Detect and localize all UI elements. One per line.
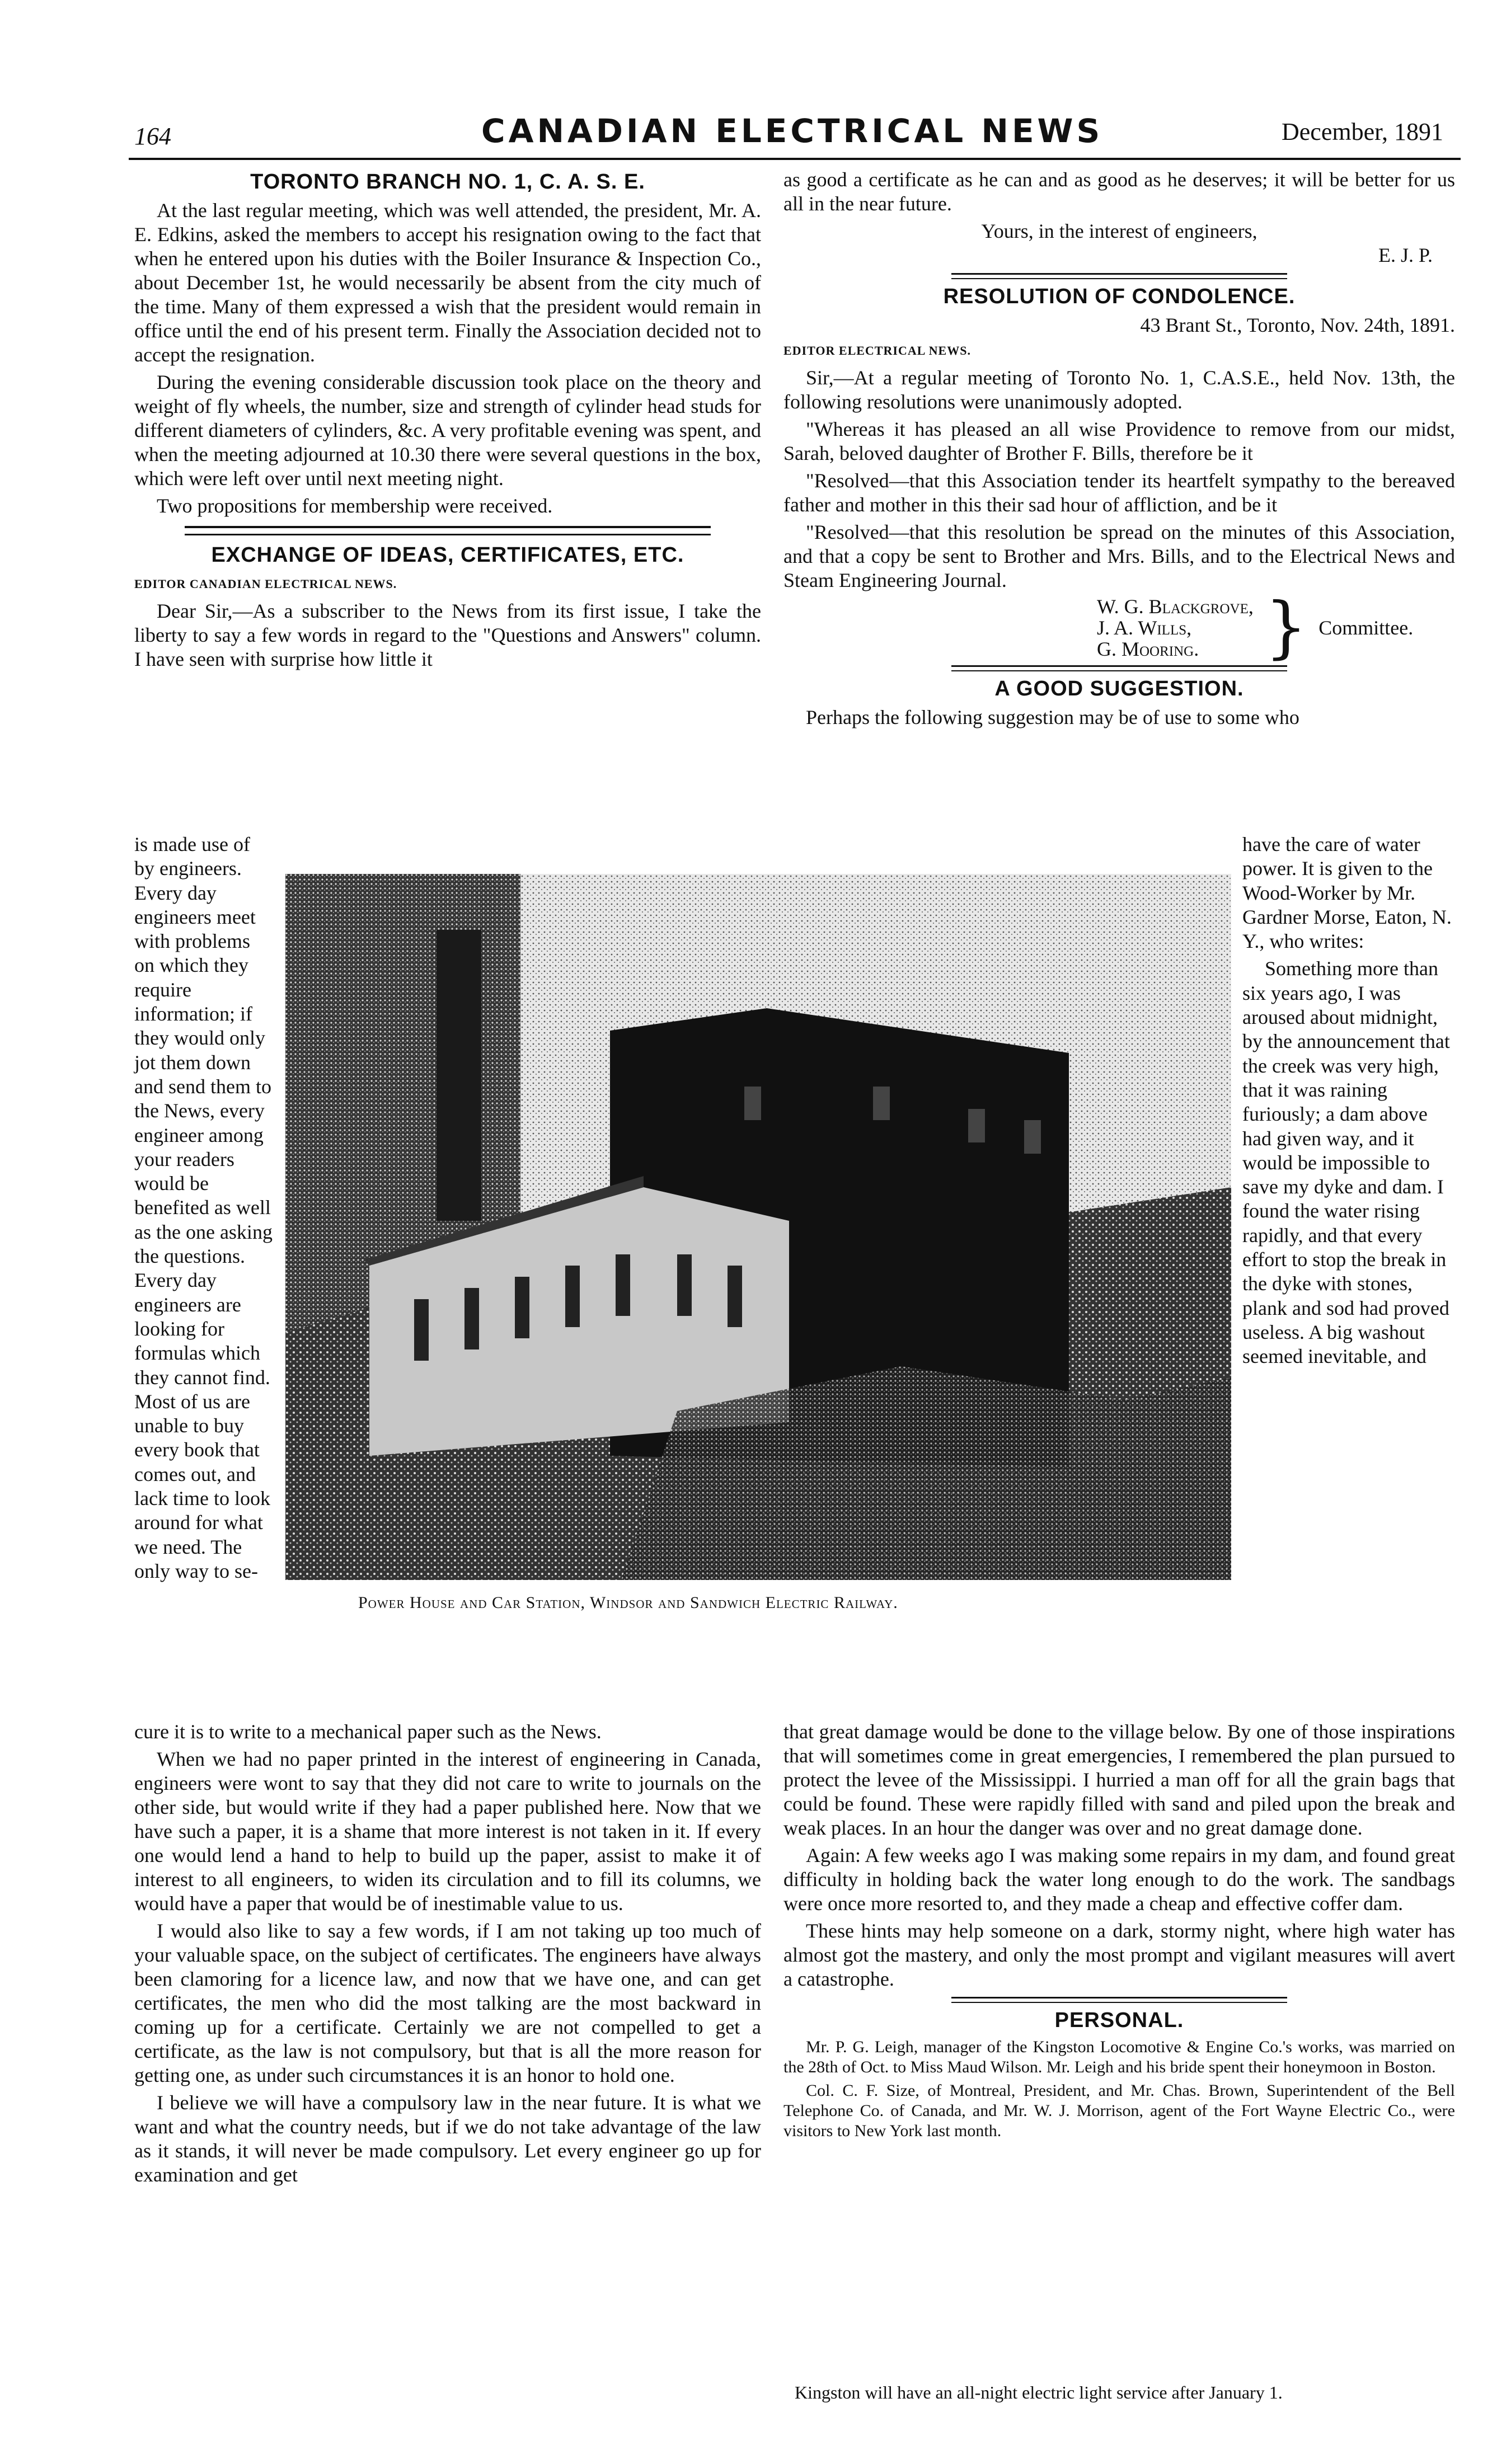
suggestion-paragraph-1-top: Perhaps the following suggestion may be of use to some who	[806, 706, 1299, 728]
right-column-top	[783, 168, 1455, 733]
exchange-editor-line: EDITOR CANADIAN ELECTRICAL NEWS.	[134, 577, 397, 591]
committee-member-2: J. A. Wills,	[1097, 617, 1192, 639]
committee-member-1: W. G. Blackgrove,	[1097, 595, 1254, 618]
suggestion-paragraph-4: These hints may help someone on a dark, stormy night, where high water has almost got the mastery, and only the most prompt and vigilant measures will avert a catastrophe.	[783, 1920, 1455, 1990]
condolence-paragraph-1: Sir,—At a regular meeting of Toronto No. 1, C.A.S.E., held Nov. 13th, the following resolutions were unanimously adopted.	[783, 366, 1455, 413]
power-house-photo	[285, 874, 1231, 1580]
exchange-paragraph-3: I would also like to say a few words, if I am not taking up too much of your valuable space, on the subject of certificates. The engineers have always been clamoring for a licence law, and now that we have one, and can get certificates, the men who did the most talking are the most backward in coming up for a certificate. Certainly we are not compelled to get a certificate, as the law is not compulsory, but that is all the more reason for getting one, as under such circumstances it is an honor to hold one.	[134, 1920, 761, 2086]
left-column-top	[134, 168, 761, 675]
personal-paragraph-2: Col. C. F. Size, of Montreal, President, and Mr. Chas. Brown, Superintendent of the Bell Telephone Co. of Canada, and Mr. W. J. Morrison, agent of the Fort Wayne Electric Co., were visitors to New York last month.	[783, 2081, 1455, 2140]
section-divider	[951, 665, 1287, 671]
suggestion-paragraph-1-narrow: have the care of water power. It is given to the Wood-Worker by Mr. Gardner Morse, Eaton, N. Y., who writes:	[1242, 833, 1452, 953]
exchange-paragraph-1-top: Dear Sir,—As a subscriber to the News from its first issue, I take the liberty to say a few words in regard to the "Questions and Answers" column. I have seen with surprise how little it	[134, 600, 761, 670]
suggestion-paragraph-2-narrow: Something more than six years ago, I was aroused about midnight, by the announcement that the creek was very high, that it was raining furiously; a dam above had given way, and it would be impossible to save my dyke and dam. I found the water rising rapidly, and that every effort to stop the break in the dyke with stones, plank and sod had proved useless. A big washout seemed inevitable, and	[1242, 957, 1450, 1368]
right-narrow-column	[1242, 833, 1455, 1372]
toronto-branch-heading: TORONTO BRANCH NO. 1, C. A. S. E.	[250, 170, 645, 194]
suggestion-heading: A GOOD SUGGESTION.	[994, 677, 1244, 700]
kingston-note: Kingston will have an all-night electric light service after January 1.	[795, 2382, 1283, 2402]
left-column-bottom	[134, 1720, 761, 2190]
personal-section	[783, 2037, 1455, 2141]
page-number: 164	[134, 123, 171, 150]
toronto-paragraph-2: During the evening considerable discussion took place on the theory and weight of fly wheels, the number, size and strength of cylinder head studs for different diameters of cylinders, &c. A very profitable evening was spent, and when the meeting adjourned at 10.30 there were several questions in the box, which were left over until next meeting night.	[134, 371, 761, 490]
exchange-heading: EXCHANGE OF IDEAS, CERTIFICATES, ETC.	[211, 543, 684, 567]
signature-initials: E. J. P.	[1378, 244, 1433, 266]
personal-heading: PERSONAL.	[1054, 2009, 1184, 2032]
header-rule	[129, 158, 1461, 160]
exchange-paragraph-2: When we had no paper printed in the interest of engineering in Canada, engineers were wont to say that they did not care to write to journals on the other side, but would write if they had a paper published here. Now that we have such a paper, it is a shame that more interest is not taken in it. If every one would lend a hand to help to build up the paper, assist to make it of interest to all engineers, to widen its circulation and to fill its columns, we would have a paper that would be of inestimable value to us.	[134, 1748, 761, 1915]
personal-paragraph-1: Mr. P. G. Leigh, manager of the Kingston Locomotive & Engine Co.'s works, was married on the 28th of Oct. to Miss Maud Wilson. Mr. Leigh and his bride spent their honeymoon in Boston.	[783, 2038, 1455, 2076]
section-divider	[951, 1997, 1287, 2003]
committee-label: Committee.	[1318, 616, 1414, 639]
right-column-bottom	[783, 1720, 1455, 2145]
section-divider	[951, 273, 1287, 279]
condolence-paragraph-2: "Whereas it has pleased an all wise Providence to remove from our midst, Sarah, beloved daughter of Brother F. Bills, therefore be it	[783, 418, 1455, 464]
condolence-address: 43 Brant St., Toronto, Nov. 24th, 1891.	[1140, 314, 1455, 336]
toronto-paragraph-3: Two propositions for membership were received.	[157, 495, 553, 517]
section-divider	[185, 526, 711, 535]
committee-block	[1097, 589, 1455, 666]
photo-caption: Power House and Car Station, Windsor and Sandwich Electric Railway.	[358, 1593, 898, 1612]
committee-brace: }	[1264, 589, 1308, 666]
exchange-paragraph-1-narrow: is made use of by engineers. Every day engineers meet with problems on which they require information; if they would only jot them down and send them to the News, every engineer among your readers would be benefited as well as the one asking the questions. Every day engineers are looking for formulas which they cannot find. Most of us are unable to buy every book that comes out, and lack time to look around for what we need. The only way to se-	[134, 833, 273, 1582]
toronto-paragraph-1: At the last regular meeting, which was well attended, the president, Mr. A. E. Edkins, asked the members to accept his resignation owing to the fact that when he entered upon his duties with the Boiler Insurance & Inspection Co., about December 1st, he would necessarily be absent from the city much of the time. Many of them expressed a wish that the president would remain in office until the end of his present term. Finally the Association decided not to accept the resignation.	[134, 199, 761, 366]
committee-member-3: G. Mooring.	[1097, 638, 1199, 660]
condolence-heading: RESOLUTION OF CONDOLENCE.	[943, 285, 1296, 308]
left-narrow-column	[134, 833, 274, 1587]
closing-line: Yours, in the interest of engineers,	[981, 220, 1257, 242]
exchange-paragraph-1-end: cure it is to write to a mechanical paper such as the News.	[134, 1720, 602, 1743]
condolence-paragraph-4: "Resolved—that this resolution be spread on the minutes of this Association, and that a copy be sent to Brother and Mrs. Bills, and to the Electrical News and Steam Engineering Journal.	[783, 521, 1455, 591]
condolence-editor-line: EDITOR ELECTRICAL NEWS.	[783, 344, 971, 358]
suggestion-paragraph-2-end: that great damage would be done to the village below. By one of those inspirations that will sometimes come in great emergencies, I remembered the plan pursued to protect the levee of the Mississippi. I hurried a man off for all the grain bags that could be found. These were rapidly filled with sand and piled upon the break and weak places. In an hour the danger was over and no great damage done.	[783, 1720, 1455, 1839]
suggestion-paragraph-3: Again: A few weeks ago I was making some repairs in my dam, and found great difficulty in holding back the water long enough to do the work. The sandbags were once more resorted to, and they made a cheap and effective coffer dam.	[783, 1844, 1455, 1915]
publication-title: CANADIAN ELECTRICAL NEWS	[481, 112, 1104, 150]
condolence-paragraph-3: "Resolved—that this Association tender its heartfelt sympathy to the bereaved father and mother in this their sad hour of affliction, and be it	[783, 469, 1455, 516]
issue-date: December, 1891	[1282, 118, 1444, 145]
exchange-continuation: as good a certificate as he can and as good as he deserves; it will be better for us all in the near future.	[783, 168, 1455, 215]
exchange-paragraph-4: I believe we will have a compulsory law in the near future. It is what we want and what the country needs, but if we do not take advantage of the law as it stands, it will never be made compulsory. Let every engineer go up for examination and get	[134, 2091, 761, 2186]
power-house-illustration	[285, 874, 1231, 1580]
